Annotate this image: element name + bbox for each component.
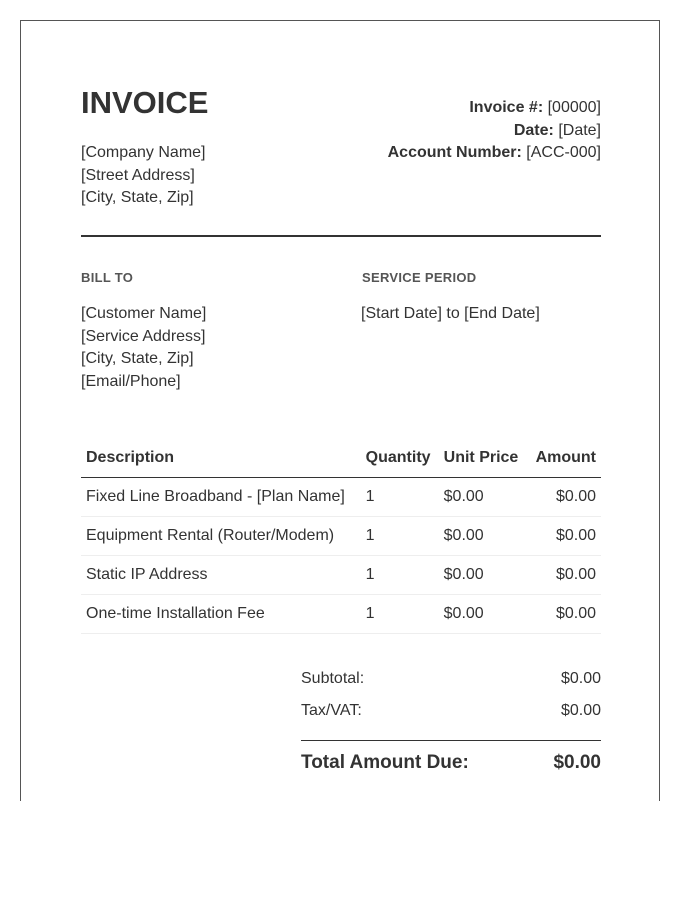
tax-label: Tax/VAT:: [301, 702, 362, 719]
table-row: [81, 478, 601, 517]
invoice-page: [20, 20, 660, 801]
bill-to-heading: BILL TO: [81, 270, 134, 285]
item-quantity: 1: [361, 478, 439, 517]
service-address: [Service Address]: [81, 327, 206, 345]
company-street-address: [Street Address]: [81, 166, 195, 184]
invoice-number-row: [388, 97, 601, 120]
item-quantity: 1: [361, 556, 439, 595]
invoice-title: INVOICE: [81, 85, 209, 120]
item-description: Equipment Rental (Router/Modem): [81, 517, 361, 556]
subtotal-row: [301, 667, 601, 699]
company-city-state-zip: [City, State, Zip]: [81, 189, 194, 206]
item-quantity: 1: [361, 517, 439, 556]
account-number-row: [388, 142, 601, 165]
tax-value: $0.00: [560, 702, 601, 719]
subtotal-label: Subtotal:: [301, 670, 365, 687]
company-info: [81, 142, 206, 210]
service-period-range: [Start Date] to [End Date]: [361, 305, 540, 322]
table-row: [81, 556, 601, 595]
column-header-quantity: Quantity: [361, 439, 439, 478]
item-amount: $0.00: [531, 478, 601, 517]
item-description: Fixed Line Broadband - [Plan Name]: [81, 478, 361, 517]
tax-row: [301, 699, 601, 731]
item-amount: $0.00: [531, 595, 601, 634]
item-amount: $0.00: [531, 556, 601, 595]
company-name: [Company Name]: [81, 144, 206, 161]
total-due-label: Total Amount Due:: [301, 752, 469, 773]
total-due-value: $0.00: [553, 752, 601, 773]
item-unit-price: $0.00: [439, 595, 531, 634]
bill-to-details: [81, 303, 206, 393]
column-header-unit-price: Unit Price: [439, 439, 531, 478]
item-description: Static IP Address: [81, 556, 361, 595]
table-row: [81, 595, 601, 634]
total-due-row: [301, 741, 601, 781]
totals-section: [301, 667, 601, 781]
account-number-value: [ACC-000]: [526, 144, 601, 161]
column-header-amount: Amount: [531, 439, 601, 478]
table-row: [81, 517, 601, 556]
item-unit-price: $0.00: [439, 556, 531, 595]
subtotal-value: $0.00: [560, 670, 601, 687]
customer-city-state-zip: [City, State, Zip]: [81, 350, 194, 367]
header-divider: [81, 235, 601, 237]
customer-name: [Customer Name]: [81, 305, 207, 322]
invoice-number-value: [00000]: [547, 99, 601, 116]
item-description: One-time Installation Fee: [81, 595, 361, 634]
item-amount: $0.00: [531, 517, 601, 556]
invoice-meta: [388, 97, 601, 165]
table-header-row: [81, 439, 601, 478]
item-quantity: 1: [361, 595, 439, 634]
column-header-description: Description: [81, 439, 361, 478]
customer-email-phone: [Email/Phone]: [81, 372, 181, 390]
invoice-date-label: Date:: [513, 121, 554, 139]
service-period-details: [361, 303, 540, 326]
item-unit-price: $0.00: [439, 517, 531, 556]
invoice-number-label: Invoice #:: [469, 99, 544, 116]
invoice-date-row: [388, 120, 601, 143]
invoice-date-value: [Date]: [558, 121, 601, 139]
account-number-label: Account Number:: [387, 144, 522, 161]
service-period-heading: SERVICE PERIOD: [362, 270, 477, 285]
item-unit-price: $0.00: [439, 478, 531, 517]
line-items-table: [81, 439, 601, 634]
